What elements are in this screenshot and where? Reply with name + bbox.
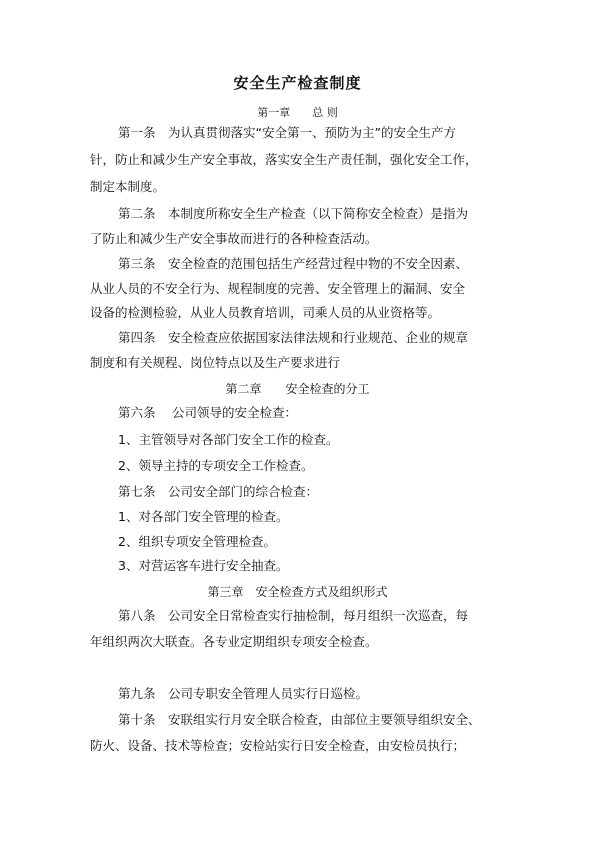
article-line: 第六条 公司领导的安全检查： [118,405,297,420]
article-line: 设备的检测检验，从业人员教育培训，司乘人员的从业资格等。 [90,305,441,320]
article-line: 第四条 安全检查应依据国家法律法规和行业规范、企业的规章 [118,330,469,345]
article-line: 第一条 为认真贯彻落实“安全第一、预防为主”的安全生产方 [118,125,456,140]
list-item: 2、领导主持的专项安全工作检查。 [118,458,314,473]
article-line: 第七条 公司安全部门的综合检查： [118,484,319,499]
article-line: 第九条 公司专职安全管理人员实行日巡检。 [118,686,369,701]
list-item: 1、主管领导对各部门安全工作的检查。 [118,432,339,447]
article-line: 制度和有关规程、岗位特点以及生产要求进行 [90,355,341,370]
article-line: 第三条 安全检查的范围包括生产经营过程中物的不安全因素、 [118,256,469,271]
article-line: 从业人员的不安全行为、规程制度的完善、安全管理上的漏洞、安全 [90,281,466,296]
chapter-heading: 第三章 安全检查方式及组织形式 [207,585,388,599]
article-line: 防火、设备、技术等检查；安检站实行日安全检查，由安检员执行； [90,738,466,753]
article-line: 第二条 本制度所称安全生产检查（以下简称安全检查）是指为 [118,206,469,221]
article-line: 第八条 公司安全日常检查实行抽检制，每月组织一次巡查，每 [118,608,469,623]
list-item: 1、对各部门安全管理的检查。 [118,509,289,524]
list-item: 2、组织专项安全管理检查。 [118,534,276,549]
article-line: 第十条 安联组实行月安全联合检查，由部位主要领导组织安全、 [118,712,481,727]
article-line: 年组织两次大联查。各专业定期组织专项安全检查。 [90,634,378,649]
article-line: 了防止和减少生产安全事故而进行的各种检查活动。 [90,231,378,246]
article-line: 制定本制度。 [90,179,166,194]
chapter-heading: 第一章 总 则 [257,106,338,119]
chapter-heading: 第二章 安全检查的分工 [225,382,370,396]
document-title: 安全生产检查制度 [233,74,362,92]
article-line: 针，防止和减少生产安全事故，落实安全生产责任制，强化安全工作， [90,152,478,167]
list-item: 3、对营运客车进行安全抽查。 [118,558,289,573]
